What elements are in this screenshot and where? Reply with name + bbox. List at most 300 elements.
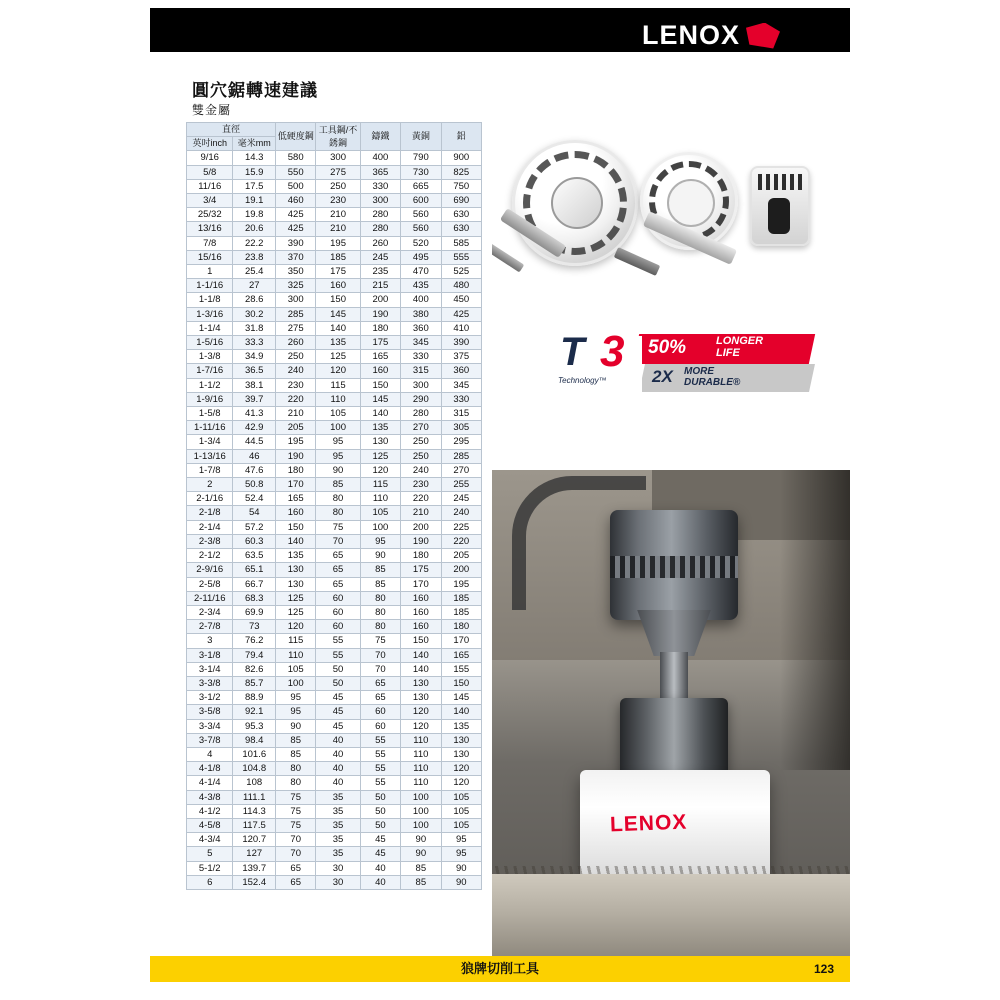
table-cell: 130 bbox=[360, 435, 400, 449]
table-cell: 250 bbox=[276, 350, 316, 364]
table-row bbox=[187, 847, 482, 861]
table-cell: 90 bbox=[441, 861, 481, 875]
table-row bbox=[187, 804, 482, 818]
table-cell: 60 bbox=[360, 719, 400, 733]
table-cell: 630 bbox=[441, 208, 481, 222]
table-cell: 130 bbox=[401, 691, 441, 705]
table-cell: 140 bbox=[360, 407, 400, 421]
table-cell: 275 bbox=[276, 321, 316, 335]
table-cell: 45 bbox=[360, 833, 400, 847]
table-cell: 170 bbox=[441, 634, 481, 648]
table-cell: 315 bbox=[401, 364, 441, 378]
table-cell: 95 bbox=[441, 847, 481, 861]
table-cell: 80 bbox=[276, 762, 316, 776]
table-cell: 40 bbox=[316, 776, 360, 790]
table-row bbox=[187, 549, 482, 563]
table-cell: 79.4 bbox=[233, 648, 276, 662]
table-cell: 210 bbox=[276, 407, 316, 421]
table-cell: 3-5/8 bbox=[187, 705, 233, 719]
table-cell: 70 bbox=[360, 648, 400, 662]
table-cell: 140 bbox=[276, 534, 316, 548]
table-cell: 110 bbox=[401, 762, 441, 776]
table-cell: 130 bbox=[401, 676, 441, 690]
table-cell: 190 bbox=[360, 307, 400, 321]
t3-2x-label: 2X bbox=[652, 367, 673, 386]
table-row bbox=[187, 634, 482, 648]
workpiece-surface bbox=[492, 874, 850, 958]
table-cell: 245 bbox=[441, 492, 481, 506]
table-cell: 90 bbox=[360, 549, 400, 563]
table-cell: 200 bbox=[441, 563, 481, 577]
table-cell: 345 bbox=[441, 378, 481, 392]
table-cell: 125 bbox=[276, 605, 316, 619]
table-cell: 60 bbox=[360, 705, 400, 719]
table-row bbox=[187, 833, 482, 847]
table-cell: 165 bbox=[441, 648, 481, 662]
table-row bbox=[187, 194, 482, 208]
table-row bbox=[187, 222, 482, 236]
table-cell: 120.7 bbox=[233, 833, 276, 847]
table-cell: 114.3 bbox=[233, 804, 276, 818]
table-cell: 95 bbox=[441, 833, 481, 847]
table-row bbox=[187, 534, 482, 548]
table-cell: 38.1 bbox=[233, 378, 276, 392]
table-cell: 160 bbox=[360, 364, 400, 378]
table-cell: 425 bbox=[276, 208, 316, 222]
table-cell: 480 bbox=[441, 279, 481, 293]
table-cell: 120 bbox=[401, 719, 441, 733]
table-cell: 90 bbox=[316, 463, 360, 477]
table-cell: 40 bbox=[316, 762, 360, 776]
table-cell: 1-7/16 bbox=[187, 364, 233, 378]
table-cell: 95 bbox=[360, 534, 400, 548]
table-cell: 30.2 bbox=[233, 307, 276, 321]
table-cell: 240 bbox=[441, 506, 481, 520]
table-cell: 1-5/8 bbox=[187, 407, 233, 421]
table-cell: 4-3/8 bbox=[187, 790, 233, 804]
t3-more-text: MORE bbox=[684, 366, 714, 377]
table-row bbox=[187, 691, 482, 705]
table-cell: 110 bbox=[360, 492, 400, 506]
table-cell: 34.9 bbox=[233, 350, 276, 364]
table-cell: 155 bbox=[441, 662, 481, 676]
table-cell: 300 bbox=[316, 151, 360, 165]
table-row bbox=[187, 776, 482, 790]
table-cell: 230 bbox=[316, 194, 360, 208]
table-cell: 170 bbox=[276, 478, 316, 492]
header-cast-iron: 鑄鐵 bbox=[360, 123, 400, 151]
table-cell: 160 bbox=[401, 620, 441, 634]
table-cell: 1 bbox=[187, 265, 233, 279]
footer-bar bbox=[150, 956, 850, 982]
table-cell: 560 bbox=[401, 222, 441, 236]
table-cell: 92.1 bbox=[233, 705, 276, 719]
table-cell: 3-1/2 bbox=[187, 691, 233, 705]
table-cell: 160 bbox=[316, 279, 360, 293]
header-inch: 英吋inch bbox=[187, 137, 233, 151]
t3-letter: T bbox=[560, 330, 585, 374]
table-cell: 300 bbox=[401, 378, 441, 392]
table-cell: 33.3 bbox=[233, 336, 276, 350]
table-cell: 175 bbox=[360, 336, 400, 350]
table-cell: 400 bbox=[360, 151, 400, 165]
table-cell: 1-3/8 bbox=[187, 350, 233, 364]
table-cell: 117.5 bbox=[233, 818, 276, 832]
table-cell: 40 bbox=[360, 875, 400, 889]
table-row bbox=[187, 577, 482, 591]
table-cell: 160 bbox=[401, 605, 441, 619]
table-cell: 60 bbox=[316, 620, 360, 634]
table-cell: 2-5/8 bbox=[187, 577, 233, 591]
table-cell: 235 bbox=[360, 265, 400, 279]
table-cell: 300 bbox=[360, 194, 400, 208]
table-cell: 665 bbox=[401, 179, 441, 193]
header-brass: 黃銅 bbox=[401, 123, 441, 151]
table-cell: 31.8 bbox=[233, 321, 276, 335]
table-cell: 435 bbox=[401, 279, 441, 293]
table-cell: 5 bbox=[187, 847, 233, 861]
table-cell: 2 bbox=[187, 478, 233, 492]
table-cell: 135 bbox=[360, 421, 400, 435]
table-row bbox=[187, 421, 482, 435]
table-cell: 20.6 bbox=[233, 222, 276, 236]
table-cell: 127 bbox=[233, 847, 276, 861]
table-cell: 75 bbox=[276, 818, 316, 832]
table-cell: 3 bbox=[187, 634, 233, 648]
table-cell: 65 bbox=[316, 563, 360, 577]
table-cell: 500 bbox=[276, 179, 316, 193]
table-cell: 130 bbox=[276, 563, 316, 577]
table-cell: 205 bbox=[441, 549, 481, 563]
table-body bbox=[187, 151, 482, 890]
table-cell: 90 bbox=[276, 719, 316, 733]
table-row bbox=[187, 279, 482, 293]
table-cell: 2-11/16 bbox=[187, 591, 233, 605]
header-aluminium: 鋁 bbox=[441, 123, 481, 151]
table-cell: 115 bbox=[276, 634, 316, 648]
table-cell: 3/4 bbox=[187, 194, 233, 208]
table-cell: 45 bbox=[316, 705, 360, 719]
table-row bbox=[187, 250, 482, 264]
table-cell: 50 bbox=[360, 790, 400, 804]
table-cell: 19.8 bbox=[233, 208, 276, 222]
table-cell: 19.1 bbox=[233, 194, 276, 208]
table-cell: 4-3/4 bbox=[187, 833, 233, 847]
table-cell: 460 bbox=[276, 194, 316, 208]
table-cell: 15/16 bbox=[187, 250, 233, 264]
table-row bbox=[187, 478, 482, 492]
table-row bbox=[187, 307, 482, 321]
table-cell: 305 bbox=[441, 421, 481, 435]
table-row bbox=[187, 364, 482, 378]
table-cell: 41.3 bbox=[233, 407, 276, 421]
table-row bbox=[187, 179, 482, 193]
table-row bbox=[187, 492, 482, 506]
table-cell: 210 bbox=[316, 222, 360, 236]
table-row bbox=[187, 321, 482, 335]
table-cell: 55 bbox=[360, 762, 400, 776]
table-cell: 550 bbox=[276, 165, 316, 179]
table-cell: 585 bbox=[441, 236, 481, 250]
table-cell: 40 bbox=[316, 747, 360, 761]
hole-saw-large-core bbox=[551, 177, 603, 229]
table-row bbox=[187, 520, 482, 534]
table-row bbox=[187, 563, 482, 577]
table-cell: 120 bbox=[360, 463, 400, 477]
table-cell: 65 bbox=[276, 861, 316, 875]
table-cell: 1-3/16 bbox=[187, 307, 233, 321]
table-cell: 345 bbox=[401, 336, 441, 350]
table-cell: 200 bbox=[360, 293, 400, 307]
table-row bbox=[187, 719, 482, 733]
table-cell: 65 bbox=[276, 875, 316, 889]
table-cell: 1-3/4 bbox=[187, 435, 233, 449]
table-cell: 60 bbox=[316, 605, 360, 619]
table-cell: 9/16 bbox=[187, 151, 233, 165]
table-cell: 68.3 bbox=[233, 591, 276, 605]
table-cell: 40 bbox=[360, 861, 400, 875]
table-row bbox=[187, 605, 482, 619]
table-cell: 285 bbox=[276, 307, 316, 321]
table-cell: 195 bbox=[316, 236, 360, 250]
table-cell: 69.9 bbox=[233, 605, 276, 619]
table-cell: 630 bbox=[441, 222, 481, 236]
table-row bbox=[187, 449, 482, 463]
table-cell: 57.2 bbox=[233, 520, 276, 534]
table-cell: 88.9 bbox=[233, 691, 276, 705]
table-cell: 111.1 bbox=[233, 790, 276, 804]
arbor-body bbox=[620, 698, 728, 776]
table-cell: 555 bbox=[441, 250, 481, 264]
table-cell: 45 bbox=[316, 719, 360, 733]
table-cell: 250 bbox=[401, 449, 441, 463]
table-cell: 55 bbox=[316, 648, 360, 662]
table-cell: 35 bbox=[316, 818, 360, 832]
table-cell: 120 bbox=[276, 620, 316, 634]
table-cell: 28.6 bbox=[233, 293, 276, 307]
lenox-diamond-icon bbox=[746, 23, 780, 49]
table-cell: 120 bbox=[316, 364, 360, 378]
table-cell: 2-3/4 bbox=[187, 605, 233, 619]
table-row bbox=[187, 236, 482, 250]
table-cell: 2-1/2 bbox=[187, 549, 233, 563]
table-cell: 525 bbox=[441, 265, 481, 279]
page-title: 圓穴鋸轉速建議 bbox=[192, 81, 318, 100]
table-cell: 220 bbox=[441, 534, 481, 548]
table-cell: 4-1/2 bbox=[187, 804, 233, 818]
table-cell: 70 bbox=[316, 534, 360, 548]
table-cell: 60 bbox=[316, 591, 360, 605]
table-cell: 225 bbox=[441, 520, 481, 534]
table-cell: 350 bbox=[276, 265, 316, 279]
table-row bbox=[187, 165, 482, 179]
t3-longer-text: LONGER bbox=[716, 335, 764, 347]
table-cell: 180 bbox=[276, 463, 316, 477]
table-cell: 35 bbox=[316, 790, 360, 804]
table-cell: 36.5 bbox=[233, 364, 276, 378]
table-cell: 195 bbox=[276, 435, 316, 449]
table-cell: 105 bbox=[360, 506, 400, 520]
table-cell: 25.4 bbox=[233, 265, 276, 279]
t3-number: 3 bbox=[600, 327, 625, 376]
table-cell: 190 bbox=[276, 449, 316, 463]
t3-technology-badge bbox=[556, 327, 812, 394]
table-cell: 260 bbox=[276, 336, 316, 350]
table-cell: 108 bbox=[233, 776, 276, 790]
table-cell: 5/8 bbox=[187, 165, 233, 179]
table-cell: 1-9/16 bbox=[187, 392, 233, 406]
table-cell: 110 bbox=[401, 776, 441, 790]
table-cell: 90 bbox=[441, 875, 481, 889]
table-cell: 42.9 bbox=[233, 421, 276, 435]
table-cell: 65 bbox=[316, 549, 360, 563]
table-cell: 6 bbox=[187, 875, 233, 889]
table-cell: 7/8 bbox=[187, 236, 233, 250]
table-cell: 330 bbox=[401, 350, 441, 364]
table-cell: 130 bbox=[276, 577, 316, 591]
application-photo bbox=[492, 470, 850, 958]
t3-technology-label: Technology™ bbox=[558, 376, 607, 385]
table-cell: 240 bbox=[276, 364, 316, 378]
table-cell: 255 bbox=[441, 478, 481, 492]
table-cell: 280 bbox=[401, 407, 441, 421]
table-cell: 2-3/8 bbox=[187, 534, 233, 548]
table-row bbox=[187, 648, 482, 662]
table-cell: 27 bbox=[233, 279, 276, 293]
table-cell: 85 bbox=[276, 747, 316, 761]
table-cell: 80 bbox=[360, 591, 400, 605]
table-cell: 470 bbox=[401, 265, 441, 279]
table-cell: 70 bbox=[276, 833, 316, 847]
table-cell: 85 bbox=[401, 875, 441, 889]
table-cell: 105 bbox=[276, 662, 316, 676]
table-cell: 30 bbox=[316, 861, 360, 875]
table-cell: 55 bbox=[360, 776, 400, 790]
table-cell: 66.7 bbox=[233, 577, 276, 591]
table-cell: 73 bbox=[233, 620, 276, 634]
table-cell: 185 bbox=[316, 250, 360, 264]
table-cell: 4-5/8 bbox=[187, 818, 233, 832]
hole-saw-small-icon bbox=[750, 166, 810, 246]
table-cell: 130 bbox=[441, 747, 481, 761]
table-cell: 170 bbox=[401, 577, 441, 591]
table-row bbox=[187, 350, 482, 364]
product-photo-group bbox=[492, 130, 850, 320]
table-cell: 35 bbox=[316, 833, 360, 847]
table-cell: 390 bbox=[441, 336, 481, 350]
arbor-shaft bbox=[660, 652, 688, 704]
table-cell: 54 bbox=[233, 506, 276, 520]
table-row bbox=[187, 620, 482, 634]
table-cell: 17.5 bbox=[233, 179, 276, 193]
table-cell: 85 bbox=[401, 861, 441, 875]
table-cell: 325 bbox=[276, 279, 316, 293]
table-cell: 2-9/16 bbox=[187, 563, 233, 577]
table-cell: 1-7/8 bbox=[187, 463, 233, 477]
table-cell: 390 bbox=[276, 236, 316, 250]
table-cell: 150 bbox=[360, 378, 400, 392]
hole-saw-brand-text: LENOX bbox=[609, 810, 688, 837]
table-cell: 220 bbox=[401, 492, 441, 506]
table-cell: 95 bbox=[316, 449, 360, 463]
speed-table bbox=[186, 122, 482, 890]
t3-more-durable-label bbox=[684, 366, 740, 388]
table-cell: 46 bbox=[233, 449, 276, 463]
arbor-shank-large bbox=[492, 237, 524, 273]
table-cell: 900 bbox=[441, 151, 481, 165]
table-cell: 100 bbox=[401, 804, 441, 818]
table-cell: 300 bbox=[276, 293, 316, 307]
table-cell: 140 bbox=[401, 648, 441, 662]
table-cell: 450 bbox=[441, 293, 481, 307]
table-cell: 230 bbox=[276, 378, 316, 392]
table-cell: 370 bbox=[276, 250, 316, 264]
table-cell: 150 bbox=[401, 634, 441, 648]
table-cell: 180 bbox=[441, 620, 481, 634]
table-cell: 165 bbox=[276, 492, 316, 506]
table-cell: 80 bbox=[276, 776, 316, 790]
table-cell: 140 bbox=[316, 321, 360, 335]
table-cell: 152.4 bbox=[233, 875, 276, 889]
table-cell: 230 bbox=[401, 478, 441, 492]
table-cell: 5-1/2 bbox=[187, 861, 233, 875]
table-head bbox=[187, 123, 482, 151]
table-cell: 65 bbox=[316, 577, 360, 591]
table-cell: 150 bbox=[276, 520, 316, 534]
table-cell: 285 bbox=[441, 449, 481, 463]
table-cell: 110 bbox=[401, 733, 441, 747]
header-mm: 毫米mm bbox=[233, 137, 276, 151]
table-cell: 75 bbox=[276, 790, 316, 804]
t3-life-text: LIFE bbox=[716, 347, 740, 359]
table-row bbox=[187, 676, 482, 690]
top-black-band bbox=[150, 8, 850, 52]
table-cell: 105 bbox=[441, 804, 481, 818]
table-cell: 730 bbox=[401, 165, 441, 179]
table-cell: 125 bbox=[360, 449, 400, 463]
table-cell: 520 bbox=[401, 236, 441, 250]
table-cell: 2-7/8 bbox=[187, 620, 233, 634]
speed-table-wrapper bbox=[186, 122, 482, 890]
table-cell: 50 bbox=[316, 662, 360, 676]
header-tool-stainless: 工具鋼/不銹鋼 bbox=[316, 123, 360, 151]
table-cell: 120 bbox=[441, 762, 481, 776]
header-diameter: 直徑 bbox=[187, 123, 276, 137]
table-cell: 790 bbox=[401, 151, 441, 165]
table-cell: 195 bbox=[441, 577, 481, 591]
table-cell: 45 bbox=[360, 847, 400, 861]
table-cell: 90 bbox=[401, 847, 441, 861]
table-cell: 400 bbox=[401, 293, 441, 307]
table-cell: 65.1 bbox=[233, 563, 276, 577]
table-cell: 95.3 bbox=[233, 719, 276, 733]
table-row bbox=[187, 293, 482, 307]
table-cell: 185 bbox=[441, 605, 481, 619]
table-cell: 200 bbox=[401, 520, 441, 534]
table-cell: 2-1/8 bbox=[187, 506, 233, 520]
table-cell: 360 bbox=[401, 321, 441, 335]
table-cell: 280 bbox=[360, 222, 400, 236]
table-cell: 380 bbox=[401, 307, 441, 321]
table-row bbox=[187, 208, 482, 222]
table-row bbox=[187, 662, 482, 676]
table-cell: 45 bbox=[316, 691, 360, 705]
table-cell: 104.8 bbox=[233, 762, 276, 776]
table-cell: 39.7 bbox=[233, 392, 276, 406]
table-cell: 690 bbox=[441, 194, 481, 208]
table-cell: 425 bbox=[441, 307, 481, 321]
table-cell: 165 bbox=[360, 350, 400, 364]
